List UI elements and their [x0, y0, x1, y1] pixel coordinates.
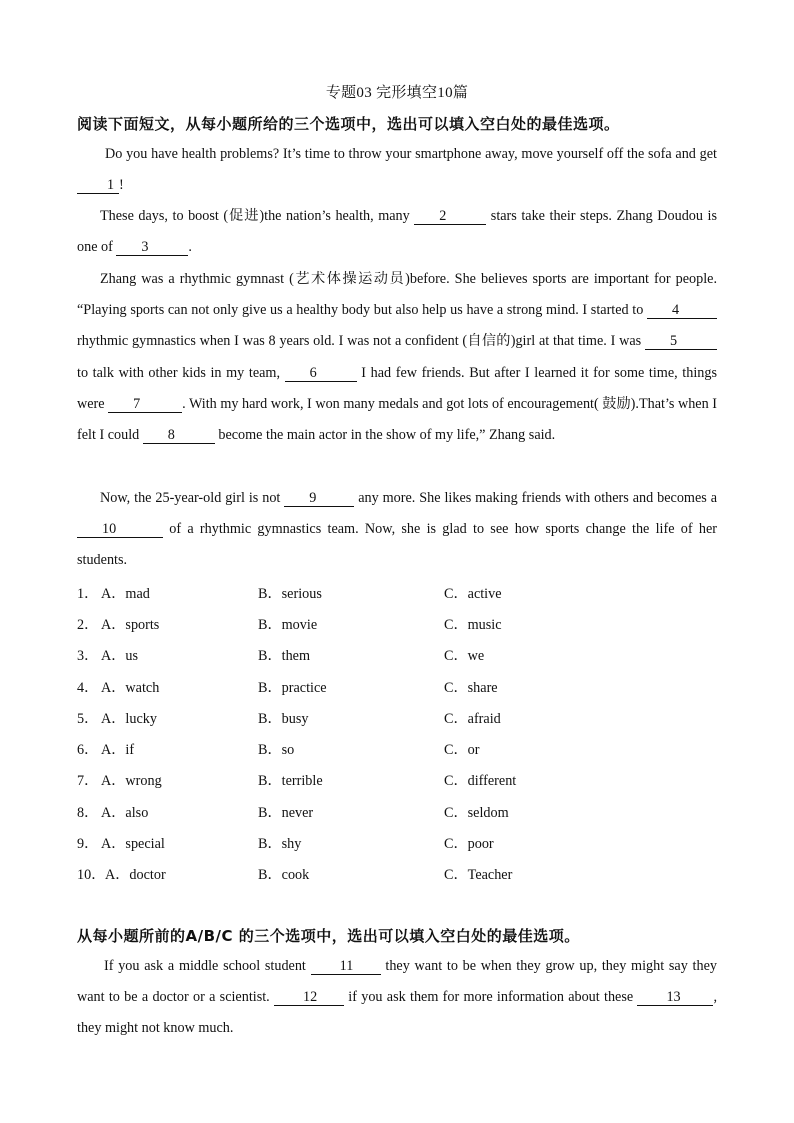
section2-instruction: 从每小题所前的A/B/C 的三个选项中，选出可以填入空白处的最佳选项。 — [77, 927, 580, 945]
option-b: B．busy — [258, 711, 309, 727]
blank-11: 11 — [311, 959, 381, 975]
option-c: C．music — [444, 617, 502, 633]
question-row-5: 5． A．lucky B．busy C．afraid — [77, 708, 717, 728]
question-row-9: 9． A．special B．shy C．poor — [77, 833, 717, 853]
option-c: C．active — [444, 586, 502, 602]
option-a: A．mad — [101, 586, 150, 602]
blank-13: 13 — [637, 990, 713, 1006]
question-row-10: 10． A．doctor B．cook C．Teacher — [77, 864, 717, 884]
question-row-8: 8． A．also B．never C．seldom — [77, 802, 717, 822]
option-b: B．practice — [258, 680, 327, 696]
option-a: A．watch — [101, 680, 160, 696]
option-b: B．them — [258, 648, 311, 664]
blank-10: 10 — [77, 522, 163, 538]
passage2-paragraph1: If you ask a middle school student 11 they want to be when they grow up, they might say they want to be a doctor or a scientist. 12 if you ask them for more information about these 13 , they might not know much. — [77, 958, 717, 1037]
option-b: B．cook — [258, 867, 310, 883]
blank-9: 9 — [284, 491, 354, 507]
blank-3: 3 — [116, 240, 188, 256]
option-a: A．wrong — [101, 773, 162, 789]
blank-1: 1 — [77, 178, 119, 194]
option-c: C．or — [444, 742, 480, 758]
option-c: C．share — [444, 680, 498, 696]
blank-2: 2 — [414, 209, 486, 225]
blank-6: 6 — [285, 366, 357, 382]
option-b: B．terrible — [258, 773, 323, 789]
blank-7: 7 — [108, 397, 182, 413]
blank-4: 4 — [647, 303, 717, 319]
question-row-4: 4． A．watch B．practice C．share — [77, 677, 717, 697]
question-row-7: 7． A．wrong B．terrible C．different — [77, 770, 717, 790]
section1-instruction: 阅读下面短文，从每小题所给的三个选项中，选出可以填入空白处的最佳选项。 — [77, 115, 620, 133]
blank-5: 5 — [645, 334, 717, 350]
question-row-6: 6． A．if B．so C．or — [77, 739, 717, 759]
page-title: 专题03 完形填空10篇 — [325, 85, 469, 101]
option-b: B．never — [258, 805, 314, 821]
question-row-2: 2． A．sports B．movie C．music — [77, 614, 717, 634]
passage1-paragraph3: Zhang was a rhythmic gymnast (艺术体操运动员)before. She believes sports are important for people. “Playing sports can not only give us a healthy body but also help us have a strong mind. I started to 4 rhythmic gymnastics when I was 8 years old. I was not a confident (自信的)girl at that time. I was 5 to talk with other kids in my team, 6 I had few friends. But after I learned it for some time, things were 7 . With my hard work, I won many medals and got lots of encouragement( 鼓励).That’s when I felt I could 8 become the main actor in the show of my life,” Zhang said. — [77, 271, 717, 444]
option-a: A．also — [101, 805, 149, 821]
option-a: A．sports — [101, 617, 160, 633]
option-a: A．doctor — [105, 867, 166, 883]
option-a: A．lucky — [101, 711, 157, 727]
option-c: C．different — [444, 773, 517, 789]
option-b: B．shy — [258, 836, 302, 852]
option-b: B．so — [258, 742, 295, 758]
blank-8: 8 — [143, 428, 215, 444]
option-c: C．we — [444, 648, 485, 664]
option-a: A．us — [101, 648, 139, 664]
question-row-1: 1． A．mad B．serious C．active — [77, 583, 717, 603]
option-c: C．seldom — [444, 805, 509, 821]
question-row-3: 3． A．us B．them C．we — [77, 645, 717, 665]
option-b: B．movie — [258, 617, 318, 633]
option-c: C．afraid — [444, 711, 501, 727]
option-a: A．if — [101, 742, 135, 758]
passage1-paragraph1: Do you have health problems? It’s time to throw your smartphone away, move yourself off the sofa and get 1 ! — [77, 139, 717, 201]
option-a: A．special — [101, 836, 165, 852]
passage1-paragraph2: These days, to boost (促进)the nation’s health, many 2 stars take their steps. Zhang Doudou is one of 3 . — [77, 208, 717, 256]
blank-12: 12 — [274, 990, 344, 1006]
option-b: B．serious — [258, 586, 322, 602]
passage1-paragraph4: Now, the 25-year-old girl is not 9 any more. She likes making friends with others and becomes a 10 of a rhythmic gymnastics team. Now, she is glad to see how sports change the life of her students. — [77, 490, 718, 569]
option-c: C．poor — [444, 836, 494, 852]
option-c: C．Teacher — [444, 867, 513, 883]
